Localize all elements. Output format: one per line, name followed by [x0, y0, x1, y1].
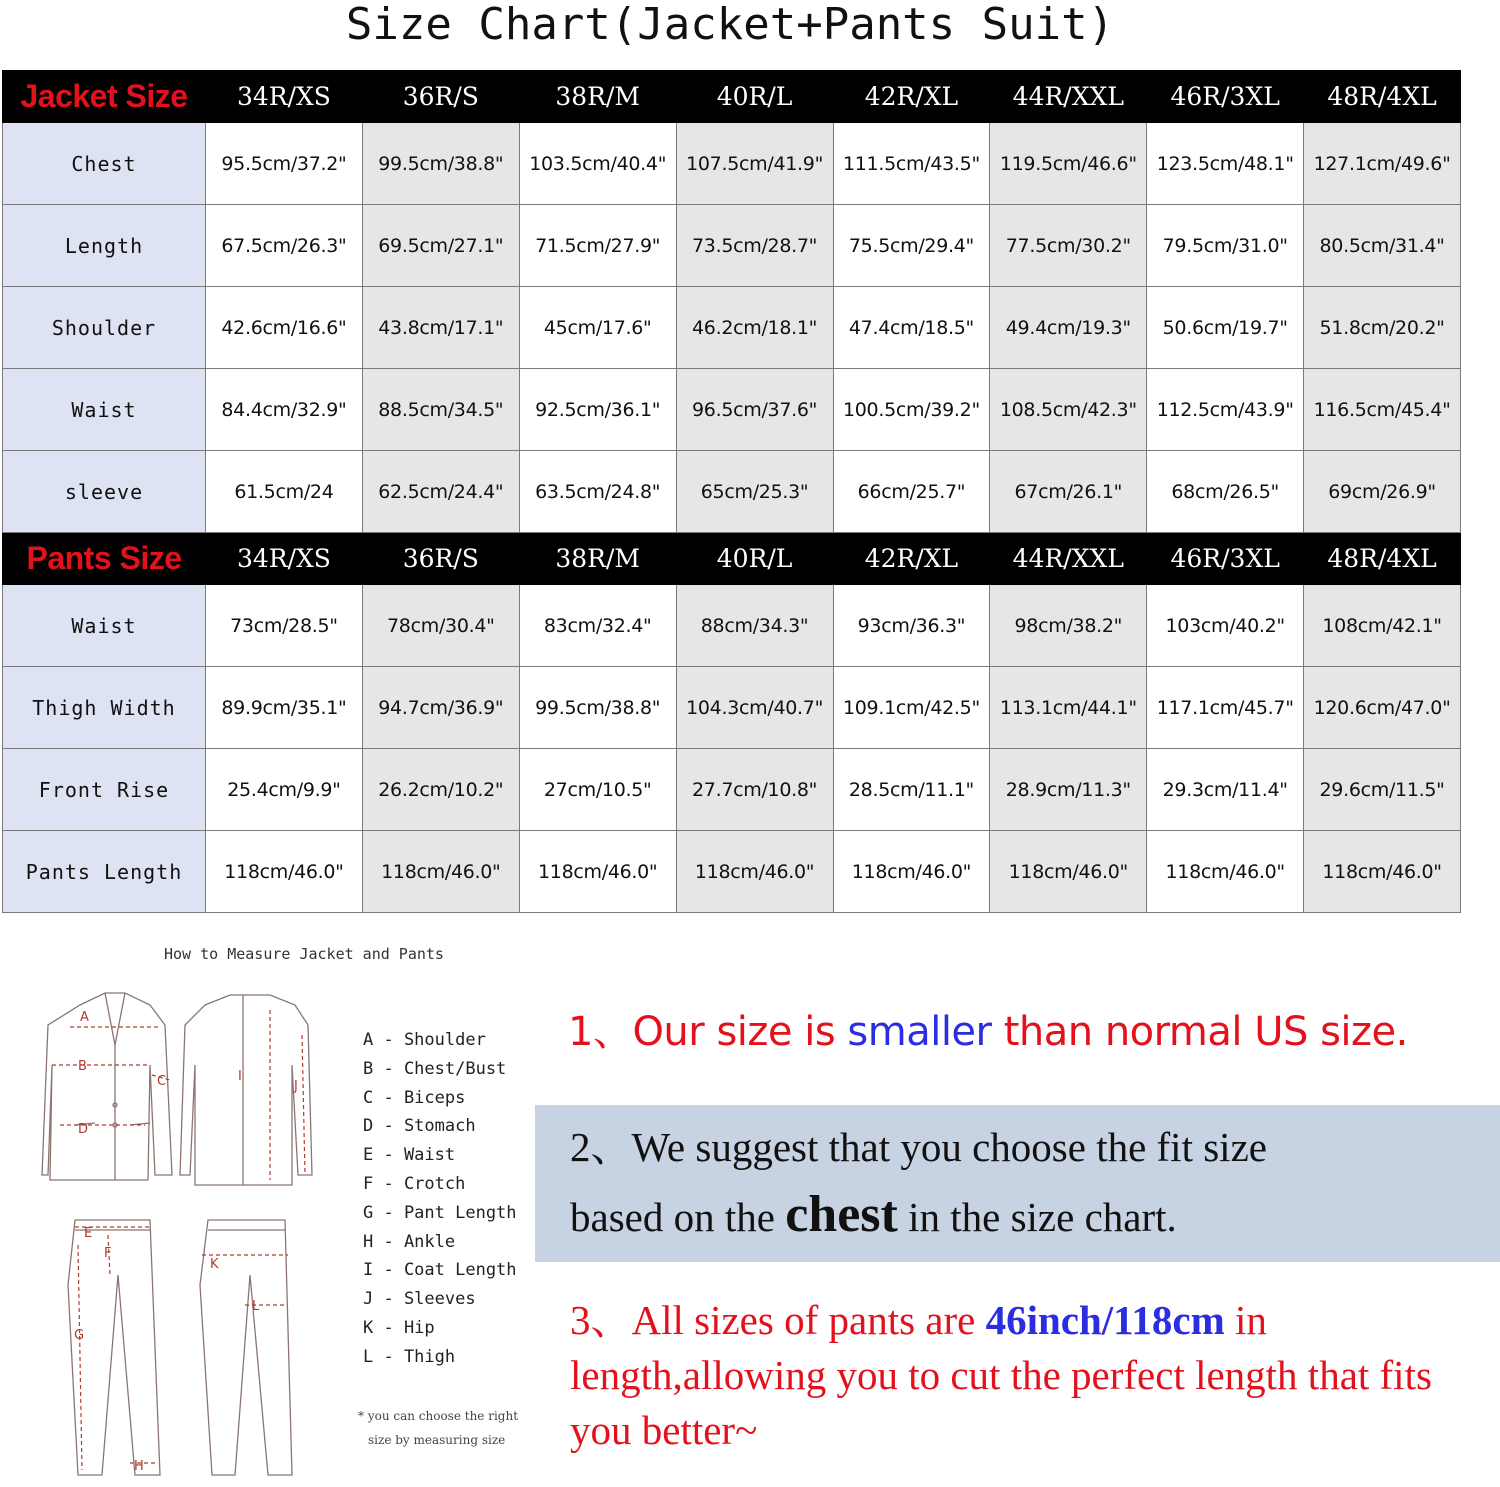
measurement-cell: 113.1cm/44.1"	[990, 667, 1147, 749]
tip1-prefix: 1、Our size is	[568, 1009, 848, 1055]
row-label: Chest	[3, 123, 206, 205]
table-row	[3, 287, 1461, 369]
measurement-cell: 28.9cm/11.3"	[990, 749, 1147, 831]
diagram-letter-d: D	[78, 1122, 89, 1137]
row-label: Shoulder	[3, 287, 206, 369]
measurement-cell: 118cm/46.0"	[1304, 831, 1461, 913]
measurement-cell: 45cm/17.6"	[519, 287, 676, 369]
measurement-cell: 46.2cm/18.1"	[676, 287, 833, 369]
tip2-suffix: in the size chart.	[897, 1194, 1177, 1240]
measurement-cell: 50.6cm/19.7"	[1147, 287, 1304, 369]
row-label: sleeve	[3, 451, 206, 533]
tip3-prefix: 3、All sizes of pants are	[570, 1297, 986, 1343]
measurement-cell: 100.5cm/39.2"	[833, 369, 990, 451]
measurement-cell: 119.5cm/46.6"	[990, 123, 1147, 205]
measurement-cell: 118cm/46.0"	[519, 831, 676, 913]
measurement-cell: 111.5cm/43.5"	[833, 123, 990, 205]
measurement-cell: 65cm/25.3"	[676, 451, 833, 533]
measurement-diagram	[30, 985, 330, 1485]
diagram-letter-i: I	[238, 1069, 242, 1084]
legend-item: E - Waist	[363, 1145, 456, 1166]
tip-size-smaller	[568, 1000, 1408, 1057]
measurement-cell: 95.5cm/37.2"	[206, 123, 363, 205]
tip3-suffix: in length,allowing you to cut the perfect length that fits you better~	[570, 1297, 1432, 1453]
legend-item: J - Sleeves	[363, 1289, 476, 1310]
row-label: Waist	[3, 369, 206, 451]
measurement-cell: 67cm/26.1"	[990, 451, 1147, 533]
measurement-cell: 92.5cm/36.1"	[519, 369, 676, 451]
measurement-cell: 88.5cm/34.5"	[362, 369, 519, 451]
row-label: Length	[3, 205, 206, 287]
measurement-cell: 103.5cm/40.4"	[519, 123, 676, 205]
measurement-cell: 69cm/26.9"	[1304, 451, 1461, 533]
measurement-cell: 96.5cm/37.6"	[676, 369, 833, 451]
measurement-cell: 118cm/46.0"	[206, 831, 363, 913]
measurement-cell: 108cm/42.1"	[1304, 585, 1461, 667]
measure-note	[358, 1404, 548, 1452]
legend-item: D - Stomach	[363, 1116, 476, 1137]
diagram-letter-h: H	[134, 1459, 144, 1474]
measurement-cell: 118cm/46.0"	[990, 831, 1147, 913]
tip2-highlight: chest	[785, 1186, 898, 1243]
row-label: Thigh Width	[3, 667, 206, 749]
measurement-cell: 80.5cm/31.4"	[1304, 205, 1461, 287]
measurement-cell: 83cm/32.4"	[519, 585, 676, 667]
measurement-cell: 88cm/34.3"	[676, 585, 833, 667]
size-header: 46R/3XL	[1147, 71, 1304, 123]
table-row	[3, 667, 1461, 749]
measurement-cell: 51.8cm/20.2"	[1304, 287, 1461, 369]
legend-item: I - Coat Length	[363, 1260, 517, 1281]
measurement-cell: 49.4cm/19.3"	[990, 287, 1147, 369]
measurement-cell: 108.5cm/42.3"	[990, 369, 1147, 451]
jacket-header-row	[3, 71, 1461, 123]
diagram-letter-a: A	[80, 1010, 89, 1025]
legend-item: F - Crotch	[363, 1173, 466, 1194]
tip2-line1: 2、We suggest that you choose the fit size	[570, 1124, 1267, 1170]
table-row	[3, 451, 1461, 533]
measure-note-line1: * you can choose the right	[358, 1409, 519, 1423]
table-row	[3, 831, 1461, 913]
tip3-highlight: 46inch/118cm	[985, 1297, 1225, 1343]
diagram-letter-g: G	[74, 1328, 85, 1343]
legend-item: G - Pant Length	[363, 1202, 517, 1223]
measurement-cell: 47.4cm/18.5"	[833, 287, 990, 369]
size-header: 38R/M	[519, 71, 676, 123]
measurement-cell: 25.4cm/9.9"	[206, 749, 363, 831]
size-header: 40R/L	[676, 71, 833, 123]
measurement-cell: 103cm/40.2"	[1147, 585, 1304, 667]
measurement-cell: 26.2cm/10.2"	[362, 749, 519, 831]
measurement-cell: 118cm/46.0"	[362, 831, 519, 913]
measurement-cell: 68cm/26.5"	[1147, 451, 1304, 533]
row-label: Front Rise	[3, 749, 206, 831]
measurement-cell: 67.5cm/26.3"	[206, 205, 363, 287]
size-header: 40R/L	[676, 533, 833, 585]
measurement-cell: 27cm/10.5"	[519, 749, 676, 831]
tip-pants-length	[570, 1293, 1490, 1458]
measurement-cell: 27.7cm/10.8"	[676, 749, 833, 831]
measurement-cell: 73cm/28.5"	[206, 585, 363, 667]
diagram-letter-e: E	[84, 1226, 93, 1241]
size-header: 38R/M	[519, 533, 676, 585]
measurement-cell: 75.5cm/29.4"	[833, 205, 990, 287]
measurement-cell: 118cm/46.0"	[676, 831, 833, 913]
measurement-cell: 43.8cm/17.1"	[362, 287, 519, 369]
measurement-cell: 112.5cm/43.9"	[1147, 369, 1304, 451]
tip2-prefix: based on the	[570, 1194, 786, 1240]
legend-item: A - Shoulder	[363, 1030, 486, 1050]
measurement-cell: 93cm/36.3"	[833, 585, 990, 667]
measurement-cell: 78cm/30.4"	[362, 585, 519, 667]
legend-item: H - Ankle	[363, 1231, 456, 1252]
size-header: 46R/3XL	[1147, 533, 1304, 585]
size-chart-table	[2, 70, 1461, 913]
measurement-cell: 63.5cm/24.8"	[519, 451, 676, 533]
measurement-cell: 79.5cm/31.0"	[1147, 205, 1304, 287]
measurement-cell: 71.5cm/27.9"	[519, 205, 676, 287]
row-label: Waist	[3, 585, 206, 667]
measurement-cell: 42.6cm/16.6"	[206, 287, 363, 369]
size-header: 36R/S	[362, 533, 519, 585]
measurement-cell: 109.1cm/42.5"	[833, 667, 990, 749]
table-row	[3, 585, 1461, 667]
measurement-cell: 104.3cm/40.7"	[676, 667, 833, 749]
measurement-cell: 107.5cm/41.9"	[676, 123, 833, 205]
tip2-line2	[570, 1181, 1267, 1251]
measurement-cell: 98cm/38.2"	[990, 585, 1147, 667]
size-header: 42R/XL	[833, 533, 990, 585]
measure-guide-title: How to Measure Jacket and Pants	[164, 945, 444, 963]
measurement-legend	[363, 1026, 517, 1372]
measurement-cell: 120.6cm/47.0"	[1304, 667, 1461, 749]
diagram-letter-j: J	[294, 1079, 298, 1094]
diagram-letter-c: C	[157, 1074, 167, 1089]
legend-item: C - Biceps	[363, 1087, 466, 1108]
size-header: 48R/4XL	[1304, 71, 1461, 123]
legend-item: B - Chest/Bust	[363, 1058, 507, 1079]
size-header: 42R/XL	[833, 71, 990, 123]
measurement-cell: 84.4cm/32.9"	[206, 369, 363, 451]
tip1-suffix: than normal US size.	[991, 1009, 1408, 1055]
size-header: 44R/XXL	[990, 71, 1147, 123]
measurement-cell: 62.5cm/24.4"	[362, 451, 519, 533]
jacket-front-drawing	[42, 993, 172, 1180]
legend-item: L - Thigh	[363, 1346, 456, 1367]
measurement-cell: 69.5cm/27.1"	[362, 205, 519, 287]
measurement-cell: 73.5cm/28.7"	[676, 205, 833, 287]
measurement-cell: 117.1cm/45.7"	[1147, 667, 1304, 749]
diagram-letter-b: B	[78, 1059, 87, 1074]
measurement-cell: 118cm/46.0"	[1147, 831, 1304, 913]
measurement-cell: 127.1cm/49.6"	[1304, 123, 1461, 205]
diagram-letter-k: K	[210, 1257, 219, 1272]
tip-choose-by-chest	[570, 1113, 1267, 1251]
size-header: 36R/S	[362, 71, 519, 123]
table-row	[3, 749, 1461, 831]
row-label: Pants Length	[3, 831, 206, 913]
measurement-cell: 118cm/46.0"	[833, 831, 990, 913]
measurement-cell: 28.5cm/11.1"	[833, 749, 990, 831]
size-header: 34R/XS	[206, 71, 363, 123]
measurement-cell: 29.6cm/11.5"	[1304, 749, 1461, 831]
table-row	[3, 205, 1461, 287]
legend-item: K - Hip	[363, 1317, 435, 1338]
diagram-letter-f: F	[104, 1246, 112, 1261]
diagram-letter-l: L	[252, 1299, 260, 1314]
size-header: 44R/XXL	[990, 533, 1147, 585]
page-title: Size Chart(Jacket+Pants Suit)	[345, 0, 1115, 50]
measurement-cell: 77.5cm/30.2"	[990, 205, 1147, 287]
measurement-cell: 123.5cm/48.1"	[1147, 123, 1304, 205]
jacket-section-title: Jacket Size	[3, 71, 206, 123]
measurement-cell: 116.5cm/45.4"	[1304, 369, 1461, 451]
size-header: 48R/4XL	[1304, 533, 1461, 585]
measurement-cell: 94.7cm/36.9"	[362, 667, 519, 749]
measurement-cell: 89.9cm/35.1"	[206, 667, 363, 749]
measurement-cell: 99.5cm/38.8"	[519, 667, 676, 749]
measurement-cell: 99.5cm/38.8"	[362, 123, 519, 205]
pants-section-title: Pants Size	[3, 533, 206, 585]
size-header: 34R/XS	[206, 533, 363, 585]
size-chart-body	[3, 71, 1461, 913]
measurement-cell: 29.3cm/11.4"	[1147, 749, 1304, 831]
jacket-back-drawing	[180, 995, 312, 1185]
measurement-cell: 66cm/25.7"	[833, 451, 990, 533]
measure-note-line2: size by measuring size	[368, 1433, 506, 1447]
table-row	[3, 123, 1461, 205]
measurement-cell: 61.5cm/24	[206, 451, 363, 533]
pants-header-row	[3, 533, 1461, 585]
table-row	[3, 369, 1461, 451]
tip1-highlight: smaller	[847, 1009, 992, 1055]
